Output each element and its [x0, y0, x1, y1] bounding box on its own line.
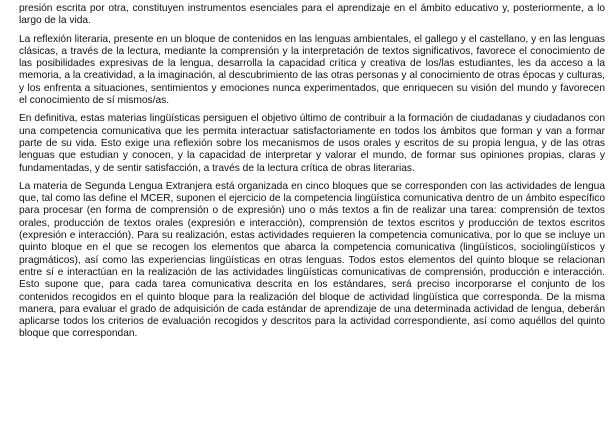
document-page: [19, 3, 605, 347]
paragraph-second-foreign-language: La materia de Segunda Lengua Extranjera está organizada en cinco bloques que se corresponden con las actividades de lengua que, tal como las define el MCER, suponen el ejercicio de la competencia lingüística comunicativa dentro de un ámbito específico para procesar (en forma de comprensión o de expresión) uno o más textos a fin de realizar una tarea: comprensión de textos orales, producción de textos orales (expresión e interacción), comprensión de textos escritos y producción de textos escritos (expresión e interacción). Para su realización, estas actividades requieren la competencia comunicativa, por lo que se incluye un quinto bloque en el que se recogen los elementos que abarca la competencia comunicativa (lingüísticos, sociolingüísticos y pragmáticos), así como las experiencias lingüísticas en otras lenguas. Todos estos elementos del quinto bloque se relacionan entre sí e interactúan en la realización de las actividades lingüísticas comunicativas de comprensión, producción e interacción. Esto supone que, para cada tarea comunicativa descrita en los estándares, será preciso incorporarse el conjunto de los contenidos recogidos en el quinto bloque para la realización del bloque de actividad lingüística que corresponda. De la misma manera, para evaluar el grado de adquisición de cada estándar de aprendizaje de una determinada actividad de lengua, deberán aplicarse todos los criterios de evaluación recogidos y descritos para la actividad correspondiente, así como aquéllos del quinto bloque que correspondan.: [19, 180, 605, 340]
paragraph-conclusion: En definitiva, estas materias lingüísticas persiguen el objetivo último de contribuir a la formación de ciudadanas y ciudadanos con una competencia comunicativa que les permita interactuar satisfactoriamente en todos los ámbitos que forman y van a formar parte de su vida. Esto exige una reflexión sobre los mecanismos de usos orales y escritos de su propia lengua, y de las otras lenguas que estudian y conocen, y la capacidad de interpretar y valorar el mundo, de formar sus opiniones propias, claras y fundamentadas, y de sentir satisfacción, a través de la lectura crítica de obras literarias.: [19, 113, 605, 174]
paragraph-continuation: presión escrita por otra, constituyen instrumentos esenciales para el aprendizaje en el ámbito educativo y, posteriormente, a lo largo de la vida.: [19, 3, 605, 27]
paragraph-literary-reflection: La reflexión literaria, presente en un bloque de contenidos en las lenguas ambientales, el gallego y el castellano, y en las lenguas clásicas, a través de la lectura, mediante la comprensión y la interpretación de textos significativos, favorece el conocimiento de las posibilidades expresivas de la lengua, desarrolla la capacidad crítica y creativa de los/las estudiantes, les da acceso a la memoria, a la creatividad, a la imaginación, al descubrimiento de las otras personas y al conocimiento de otras épocas y culturas, y los enfrenta a situaciones, sentimientos y emociones nunca experimentados, que enriquecen su visión del mundo y favorecen el conocimiento de sí mismos/as.: [19, 33, 605, 107]
